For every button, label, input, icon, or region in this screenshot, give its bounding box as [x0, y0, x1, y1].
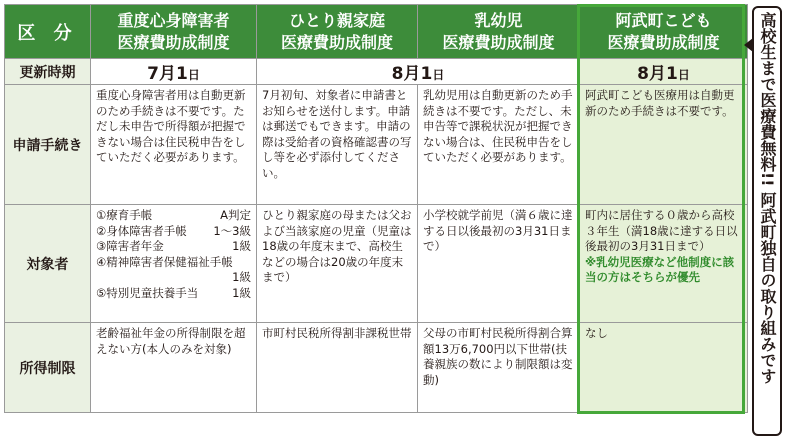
list-item: ①療育手帳 A判定: [96, 208, 251, 222]
target-single-parent: ひとり親家庭の母または父および当該家庭の児童（児童は18歳の年度末まで、高校生などの場合は20歳の年度末まで）: [257, 205, 418, 323]
renewal-date-single-parent-infant: 8月1日: [257, 59, 580, 85]
income-disability: 老齢福祉年金の所得制限を超えない方(本人のみを対象): [91, 323, 257, 413]
list-item: ⑤特別児童扶養手当 1級: [96, 285, 251, 300]
header-row: [5, 5, 748, 59]
callout-text: 高校生まで医療費無料!! 阿武町独自の取り組みです: [758, 12, 777, 385]
target-disability-list: [91, 205, 257, 323]
income-abu: なし: [580, 323, 748, 413]
list-item: ②身体障害者手帳 1～3級: [96, 223, 251, 238]
procedure-single-parent: 7月初旬、対象者に申請書とお知らせを送付します。申請は郵送でもできます。申請の際は受給者の資格確認書の写し等を必ず添付してください。: [257, 85, 418, 205]
list-item: ③障害者年金 1級: [96, 239, 251, 253]
target-infant: 小学校就学前児（満６歳に達する日以後最初の3月31日まで）: [418, 205, 580, 323]
col-header-abu-children: 阿武町こども 医療費助成制度: [580, 5, 748, 59]
col-header-disability: 重度心身障害者 医療費助成制度: [91, 5, 257, 59]
row-label-renewal: 更新時期: [5, 59, 91, 85]
row-label-income: 所得制限: [5, 323, 91, 413]
income-infant: 父母の市町村民税所得割合算額13万6,700円以下世帯(扶養親族の数により制限額は変動): [418, 323, 580, 413]
renewal-row: [5, 59, 748, 85]
comparison-table: [4, 4, 748, 413]
callout-banner: [752, 6, 782, 436]
list-item: ④精神障害者保健福祉手帳 1級: [96, 254, 251, 284]
procedure-disability: 重度心身障害者用は自動更新のため手続きは不要です。ただし未申告で所得額が把握できない場合は住民税申告をしていただく必要があります。: [91, 85, 257, 205]
procedure-abu: 阿武町こども医療用は自動更新のため手続きは不要です。: [580, 85, 748, 205]
income-single-parent: 市町村民税所得割非課税世帯: [257, 323, 418, 413]
row-label-procedure: 申請手続き: [5, 85, 91, 205]
renewal-date-abu: 8月1日: [580, 59, 748, 85]
income-row: [5, 323, 748, 413]
renewal-date-disability: 7月1日: [91, 59, 257, 85]
col-header-single-parent: ひとり親家庭 医療費助成制度: [257, 5, 418, 59]
procedure-infant: 乳幼児用は自動更新のため手続きは不要です。ただし、未申告等で課税状況が把握できない場合は、住民税申告をしていただく必要があります。: [418, 85, 580, 205]
corner-header: 区 分: [5, 5, 91, 59]
target-abu: 町内に居住する０歳から高校３年生（満18歳に達する日以後最初の3月31日まで） ※乳幼児医療など他制度に該当の方はそちらが優先: [580, 205, 748, 323]
col-header-infant: 乳幼児 医療費助成制度: [418, 5, 580, 59]
procedure-row: [5, 85, 748, 205]
target-row: [5, 205, 748, 323]
priority-note: ※乳幼児医療など他制度に該当の方はそちらが優先: [585, 254, 735, 284]
row-label-target: 対象者: [5, 205, 91, 323]
